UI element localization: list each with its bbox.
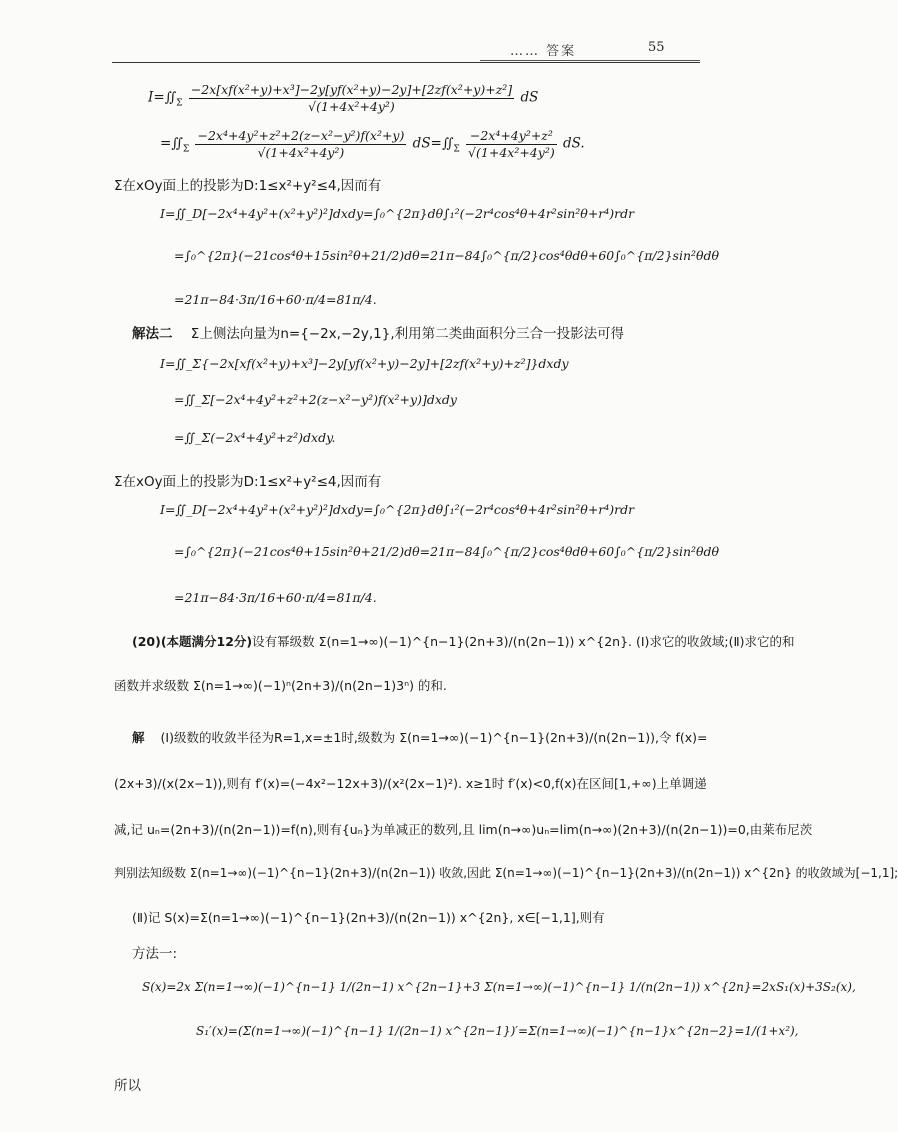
solution-line-5: (Ⅱ)记 S(x)=Σ(n=1→∞)(−1)^{n−1}(2n+3)/(n(2n−1)) x^{2n}, x∈[−1,1],则有 [132, 910, 605, 925]
method-two-line-1: I=∬_Σ{−2x[xf(x²+y)+x³]−2y[yf(x²+y)−2y]+[2zf(x²+y)+z²]}dxdy [160, 356, 569, 371]
eq2-end: dS. [563, 135, 585, 152]
header-rule [112, 62, 700, 63]
eq1-denominator: √(1+4x²+4y²) [308, 98, 395, 114]
method-two-line-2: =∬_Σ[−2x⁴+4y²+z²+2(z−x²−y²)f(x²+y)]dxdy [174, 392, 457, 407]
eq2-denominator-a: √(1+4x²+4y²) [257, 144, 345, 160]
method-two-heading [132, 326, 624, 342]
equation-line-1: $I=∬_\Sigma$ $\frac{\text{−2x[xf(x²+y)+x³]−2y[yf(x²+y)−2y]+[2zf(x²+y)+z²]}}{\text{√(1+4x²+4y²)}}$ dS [148, 82, 539, 114]
integral-line-4: I=∬_D[−2x⁴+4y²+(x²+y²)²]dxdy=∫₀^{2π}dθ∫₁²(−2r⁴cos⁴θ+4r²sin²θ+r⁴)rdr [160, 502, 635, 517]
question-20-line-1 [132, 634, 795, 649]
integral-line-1: I=∬_D[−2x⁴+4y²+(x²+y²)²]dxdy=∫₀^{2π}dθ∫₁²(−2r⁴cos⁴θ+4r²sin²θ+r⁴)rdr [160, 206, 635, 221]
eq1-numerator: −2x[xf(x²+y)+x³]−2y[yf(x²+y)−2y]+[2zf(x²+y)+z²] [190, 82, 513, 97]
projection-text-2: Σ在xOy面上的投影为D:1≤x²+y²≤4,因而有 [114, 474, 382, 490]
solution-line-1 [132, 730, 708, 745]
eq2-denominator-b: √(1+4x²+4y²) [468, 144, 555, 160]
solution-line-3: 减,记 uₙ=(2n+3)/(n(2n−1))=f(n),则有{uₙ}为单减正的数列,且 lim(n→∞)uₙ=lim(n→∞)(2n+3)/(n(2n−1))=0,由莱布尼茨 [114, 822, 813, 837]
solution-text-1: (Ⅰ)级数的收敛半径为R=1,x=±1时,级数为 Σ(n=1→∞)(−1)^{n−1}(2n+3)/(n(2n−1)),令 f(x)= [160, 730, 708, 745]
eq2-fraction-a [195, 128, 406, 160]
eq1-lhs: I=∬ [148, 89, 177, 106]
solution-label: 解 [132, 730, 145, 745]
solution-line-2: (2x+3)/(x(2x−1)),则有 f′(x)=(−4x²−12x+3)/(x²(2x−1)²). x≥1时 f′(x)<0,f(x)在区间[1,+∞)上单调递 [114, 776, 707, 791]
eq1-end: dS [520, 89, 539, 106]
solution-line-8: S₁′(x)=(Σ(n=1→∞)(−1)^{n−1} 1/(2n−1) x^{2n−1})′=Σ(n=1→∞)(−1)^{n−1}x^{2n−2}=1/(1+x²), [196, 1024, 799, 1038]
so-text: 所以 [114, 1078, 141, 1094]
eq2-fraction-b [466, 128, 557, 160]
eq1-fraction [189, 82, 514, 114]
solution-line-4: 判别法知级数 Σ(n=1→∞)(−1)^{n−1}(2n+3)/(n(2n−1)) 收敛,因此 Σ(n=1→∞)(−1)^{n−1}(2n+3)/(n(2n−1)) x^{2n} 的收敛域为[−1,1]; [114, 866, 898, 880]
question-20-text-a: 设有幂级数 Σ(n=1→∞)(−1)^{n−1}(2n+3)/(n(2n−1)) x^{2n}. (Ⅰ)求它的收敛域;(Ⅱ)求它的和 [252, 634, 795, 649]
method-two-label: 解法二 [132, 326, 173, 342]
integral-line-5: =∫₀^{2π}(−21cos⁴θ+15sin²θ+21/2)dθ=21π−84∫₀^{π/2}cos⁴θdθ+60∫₀^{π/2}sin²θdθ [174, 544, 720, 559]
projection-text-1: Σ在xOy面上的投影为D:1≤x²+y²≤4,因而有 [114, 178, 382, 194]
header-rule-accent [480, 60, 700, 61]
method-one-label: 方法一: [132, 946, 178, 962]
integral-line-2: =∫₀^{2π}(−21cos⁴θ+15sin²θ+21/2)dθ=21π−84∫₀^{π/2}cos⁴θdθ+60∫₀^{π/2}sin²θdθ [174, 248, 720, 263]
eq2-mid: dS=∬ [412, 135, 454, 152]
eq2-numerator-b: −2x⁴+4y²+z² [466, 128, 557, 145]
integral-line-3: =21π−84·3π/16+60·π/4=81π/4. [174, 292, 377, 307]
eq2-numerator-a: −2x⁴+4y²+z²+2(z−x²−y²)f(x²+y) [197, 128, 405, 143]
method-two-text: Σ上侧法向量为n={−2x,−2y,1},利用第二类曲面积分三合一投影法可得 [190, 326, 625, 342]
question-20-line-2: 函数并求级数 Σ(n=1→∞)(−1)ⁿ(2n+3)/(n(2n−1)3ⁿ) 的和. [114, 678, 447, 693]
page-number: 55 [648, 40, 665, 55]
question-20-label: (20)(本题满分12分) [132, 634, 253, 649]
integral-line-6: =21π−84·3π/16+60·π/4=81π/4. [174, 590, 377, 605]
method-two-line-3: =∬_Σ(−2x⁴+4y²+z²)dxdy. [174, 430, 336, 445]
solution-line-7: S(x)=2x Σ(n=1→∞)(−1)^{n−1} 1/(2n−1) x^{2n−1}+3 Σ(n=1→∞)(−1)^{n−1} 1/(n(2n−1)) x^{2n}=2xS₁(x)+3S₂(x), [142, 980, 856, 994]
equation-line-2: $=∬_\Sigma$ $\frac{\text{−2x⁴+4y²+z²+2(z−x²−y²)f(x²+y)}}{\text{√(1+4x²+4y²)}}$ $dS=∬_\Sigma$ $\frac{\text{−2x⁴+4y²+z²}}{\text{√(1+4x²+4y²)}}$ dS. [160, 128, 585, 160]
header-title: …… 答案 [510, 44, 577, 59]
